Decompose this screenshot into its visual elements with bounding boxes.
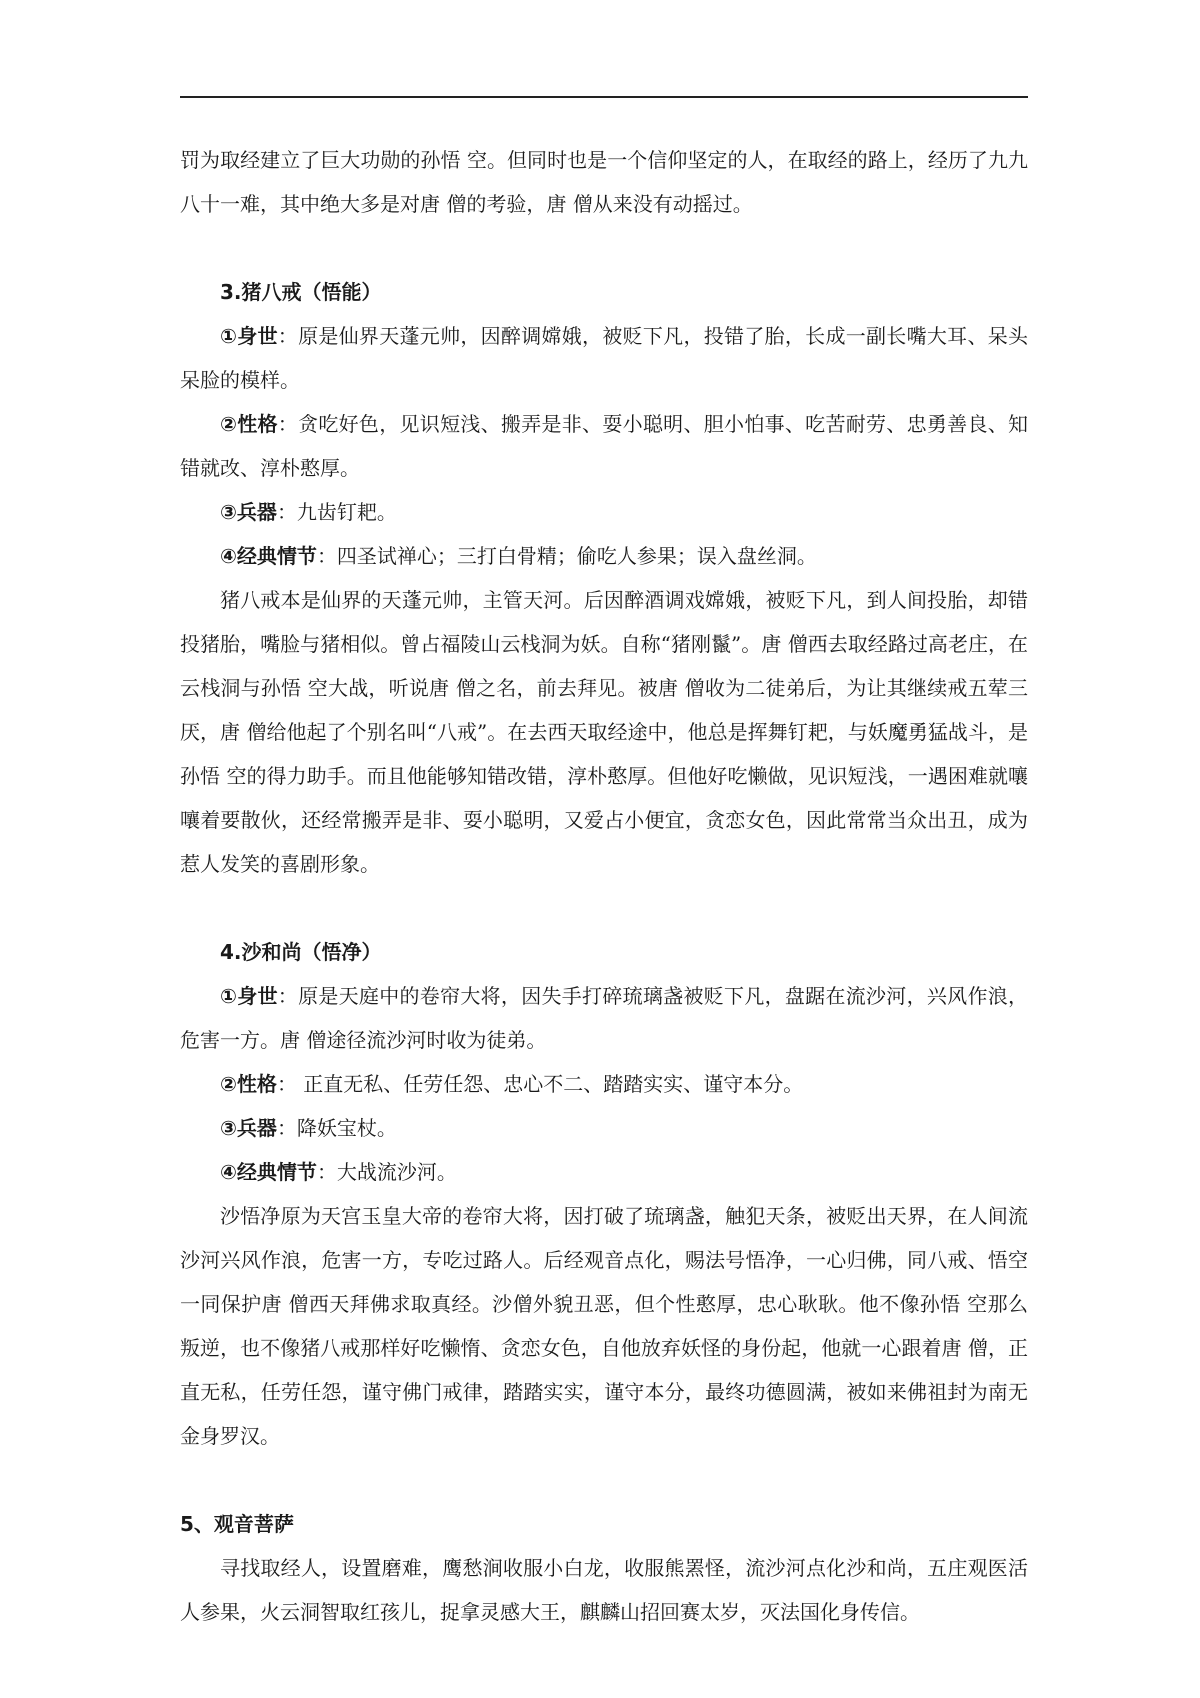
list-item — [180, 490, 1028, 534]
item-label: ③兵器 — [220, 500, 277, 524]
item-label: ②性格 — [220, 412, 278, 436]
list-item — [180, 1106, 1028, 1150]
list-item — [180, 402, 1028, 490]
list-item — [180, 1062, 1028, 1106]
item-text: ：四圣试禅心；三打白骨精；偷吃人参果；误入盘丝洞。 — [316, 544, 817, 568]
item-text: ：原是仙界天蓬元帅，因醉调嫦娥，被贬下凡，投错了胎，长成一副长嘴大耳、呆头呆脸的模样。 — [180, 324, 1029, 392]
item-text: ：贪吃好色，见识短浅、搬弄是非、耍小聪明、胆小怕事、吃苦耐劳、忠勇善良、知错就改、淳朴憨厚。 — [180, 412, 1029, 480]
section-heading-zhubajie: 3.猪八戒（悟能） — [220, 280, 382, 304]
item-label: ①身世 — [220, 324, 278, 348]
item-label: ②性格 — [220, 1072, 277, 1096]
section-paragraph: 寻找取经人，设置磨难，鹰愁涧收服小白龙，收服熊罴怪，流沙河点化沙和尚，五庄观医活人参果，火云洞智取红孩儿，捉拿灵感大王，麒麟山招回赛太岁，灭法国化身传信。 — [180, 1556, 1028, 1624]
section-paragraph: 猪八戒本是仙界的天蓬元帅，主管天河。后因醉酒调戏嫦娥，被贬下凡，到人间投胎，却错投猪胎，嘴脸与猪相似。曾占福陵山云栈洞为妖。自称“猪刚鬣”。唐 僧西去取经路过高老庄，在云栈洞与孙悟 空大战，听说唐 僧之名，前去拜见。被唐 僧收为二徒弟后，为让其继续戒五荤三厌，唐 僧给他起了个别名叫“八戒”。在去西天取经途中，他总是挥舞钉耙，与妖魔勇猛战斗，是孙悟 空的得力助手。而且他能够知错改错，淳朴憨厚。但他好吃懒做，见识短浅，一遇困难就嚷嚷着要散伙，还经常搬弄是非、耍小聪明，又爱占小便宜，贪恋女色，因此常常当众出丑，成为惹人发笑的喜剧形象。 — [180, 588, 1028, 876]
document-body — [180, 138, 1028, 1634]
item-text: ：九齿钉耙。 — [276, 500, 397, 524]
item-label: ③兵器 — [220, 1116, 277, 1140]
list-item — [180, 974, 1028, 1062]
item-text: ：降妖宝杖。 — [276, 1116, 397, 1140]
item-label: ①身世 — [220, 984, 278, 1008]
item-text: ： 正直无私、任劳任怨、忠心不二、踏踏实实、谨守本分。 — [276, 1072, 804, 1096]
header-rule — [180, 96, 1028, 98]
item-text: ：大战流沙河。 — [316, 1160, 457, 1184]
item-label: ④经典情节 — [220, 1160, 317, 1184]
section-heading-guanyin: 5、观音菩萨 — [180, 1512, 294, 1536]
list-item — [180, 1150, 1028, 1194]
item-text: ：原是天庭中的卷帘大将，因失手打碎琉璃盏被贬下凡，盘踞在流沙河，兴风作浪，危害一方。唐 僧途径流沙河时收为徒弟。 — [180, 984, 1029, 1052]
list-item — [180, 534, 1028, 578]
section-heading-shaheshang: 4.沙和尚（悟净） — [220, 940, 382, 964]
intro-paragraph: 罚为取经建立了巨大功勋的孙悟 空。但同时也是一个信仰坚定的人，在取经的路上，经历了九九八十一难，其中绝大多是对唐 僧的考验，唐 僧从来没有动摇过。 — [180, 148, 1028, 216]
section-paragraph: 沙悟净原为天宫玉皇大帝的卷帘大将，因打破了琉璃盏，触犯天条，被贬出天界，在人间流沙河兴风作浪，危害一方，专吃过路人。后经观音点化，赐法号悟净，一心归佛，同八戒、悟空一同保护唐 僧西天拜佛求取真经。沙僧外貌丑恶，但个性憨厚，忠心耿耿。他不像孙悟 空那么叛逆，也不像猪八戒那样好吃懒惰、贪恋女色，自他放弃妖怪的身份起，他就一心跟着唐 僧，正直无私，任劳任怨，谨守佛门戒律，踏踏实实，谨守本分，最终功德圆满，被如来佛祖封为南无金身罗汉。 — [180, 1204, 1028, 1448]
list-item — [180, 314, 1028, 402]
item-label: ④经典情节 — [220, 544, 317, 568]
